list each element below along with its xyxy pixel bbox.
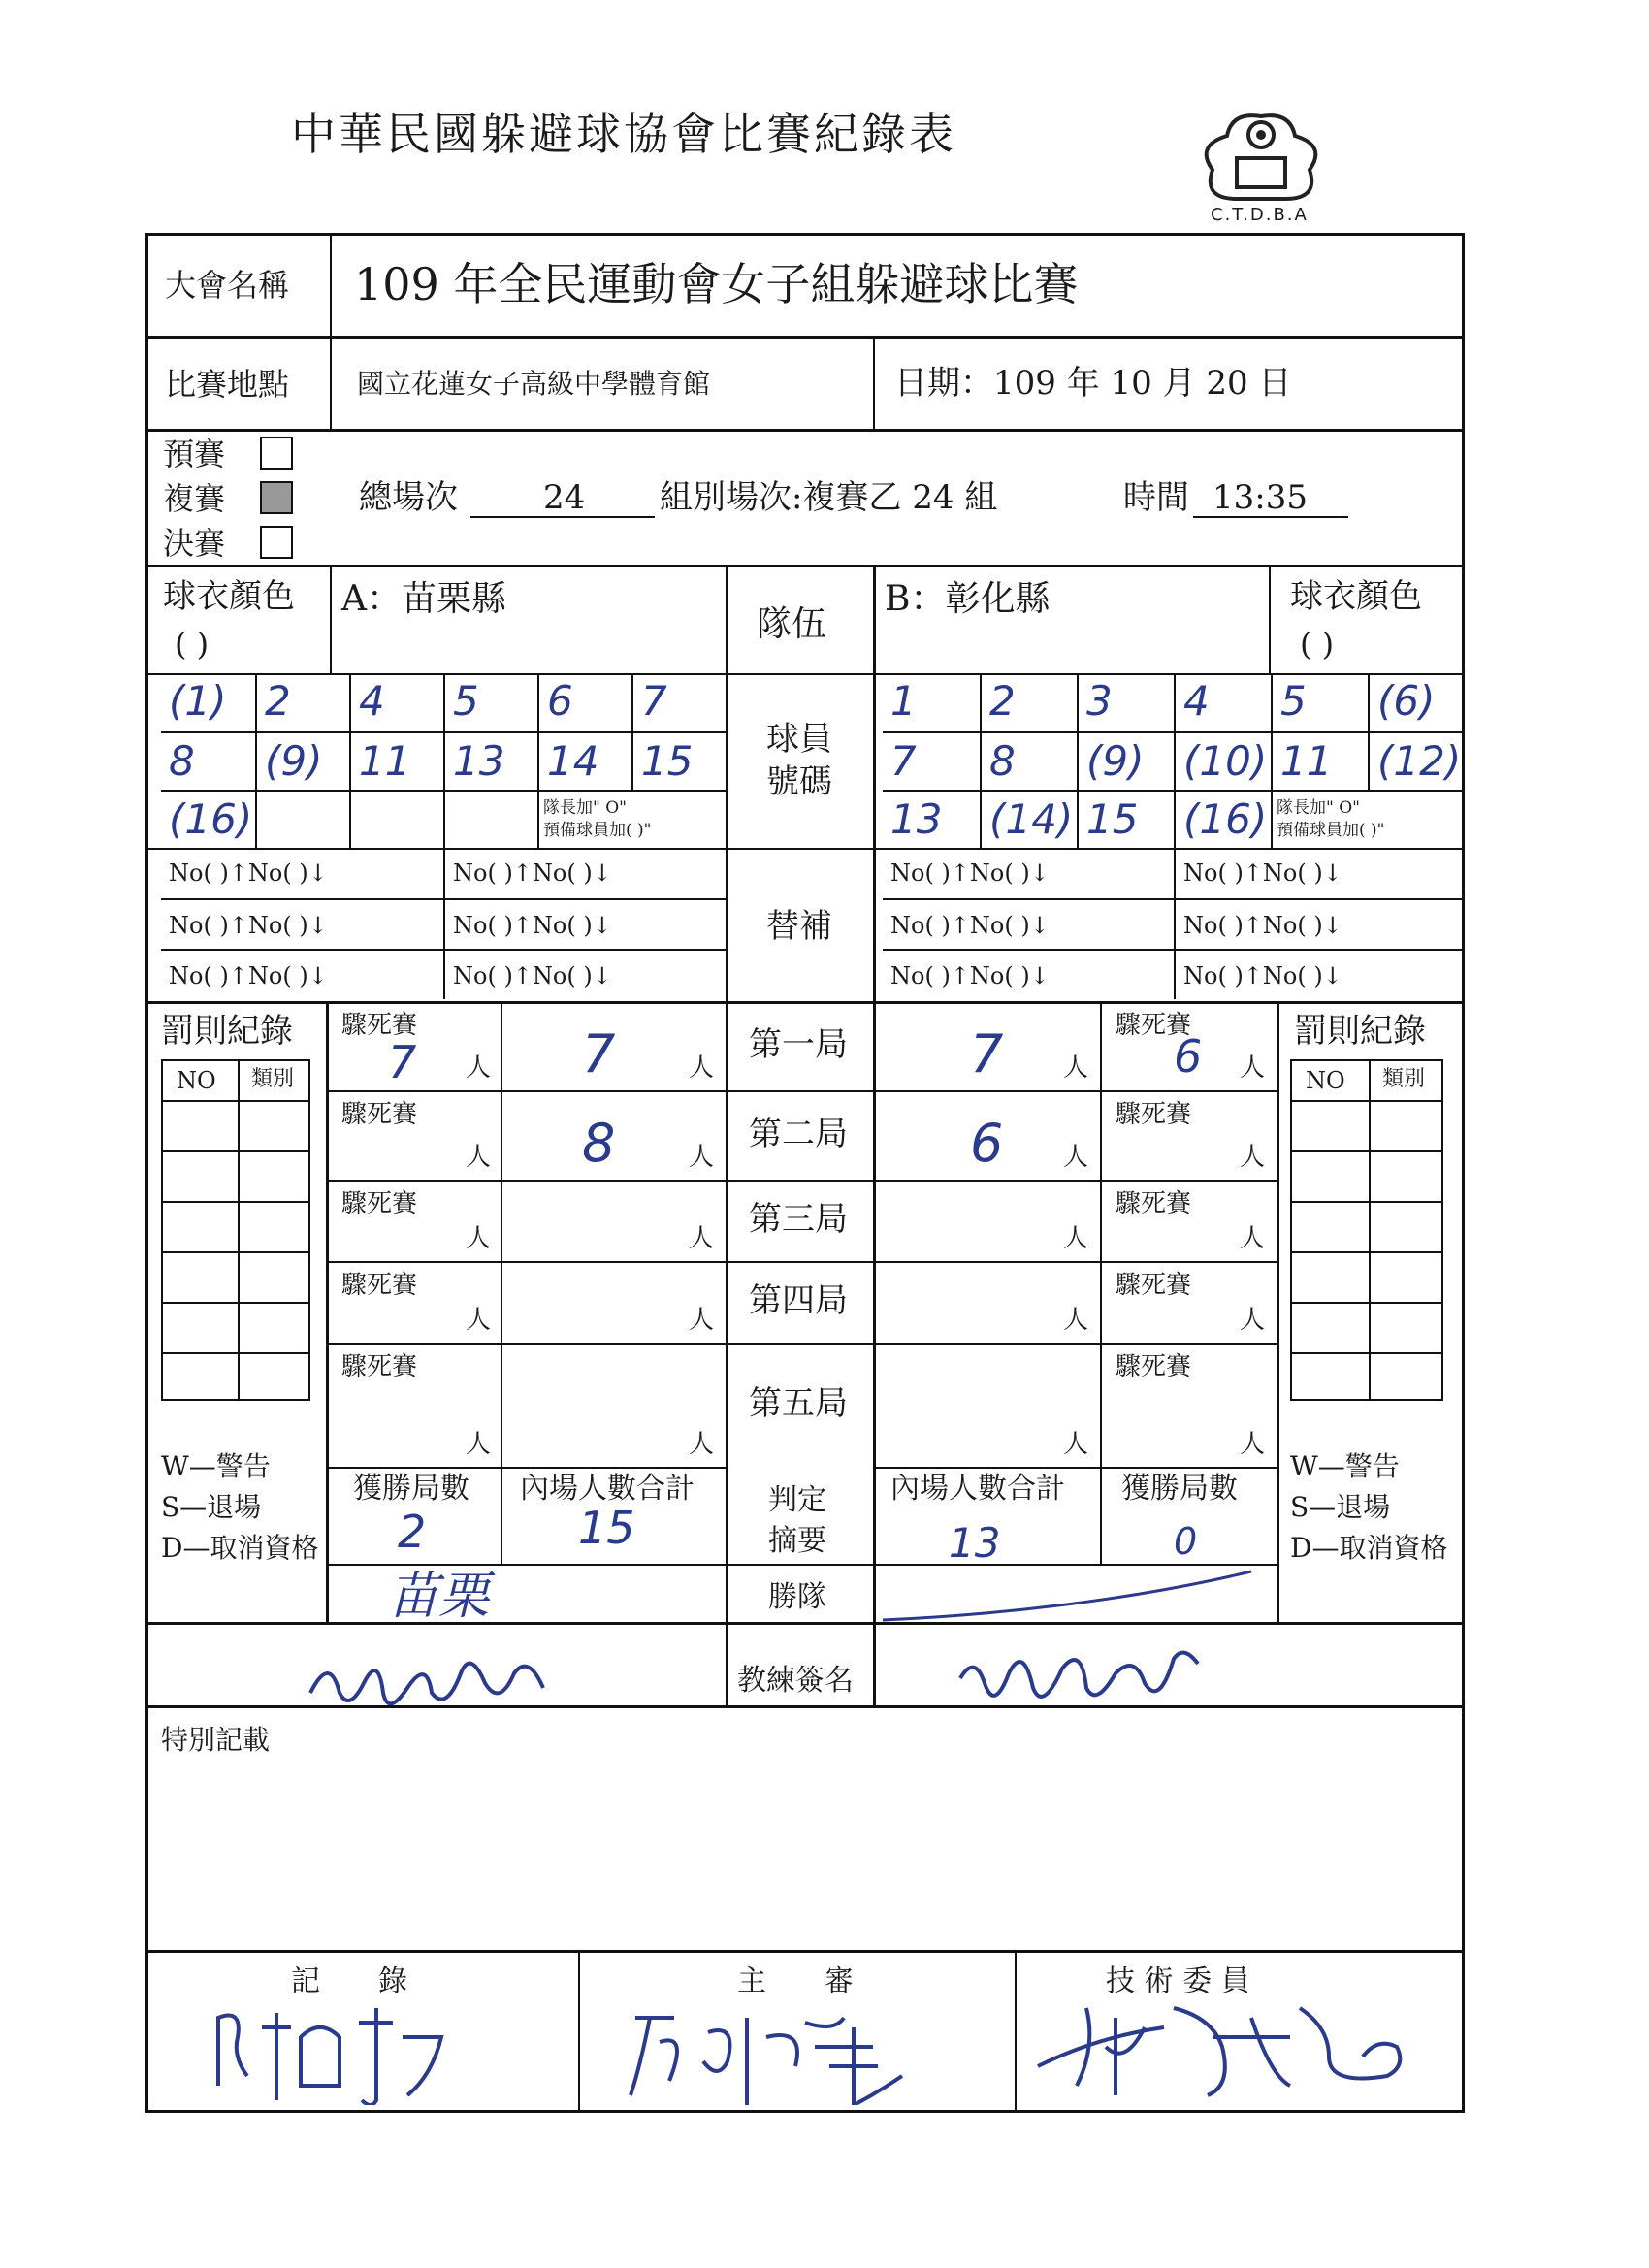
person-unit: 人 <box>689 1430 715 1459</box>
penalty-row-line <box>163 1201 308 1203</box>
player-cell <box>883 731 980 790</box>
person-unit: 人 <box>1063 1143 1089 1172</box>
substitution-cell <box>161 848 443 898</box>
player-number: 7 <box>641 677 667 725</box>
stage-final: 決賽 <box>163 525 226 562</box>
person-unit: 人 <box>466 1053 492 1083</box>
player-cell <box>1271 673 1368 731</box>
penalty-row-line <box>1292 1251 1441 1253</box>
substitution-cell <box>1174 898 1465 949</box>
penalty-legend-item: S—退場 <box>161 1491 262 1523</box>
committee-label: 技 術 委 員 <box>1106 1964 1250 1998</box>
player-number: 15 <box>1086 795 1139 843</box>
player-cell <box>255 673 349 731</box>
substitution-entry: No( )↑No( )↓ <box>169 962 328 989</box>
special-notes-label: 特別記載 <box>161 1724 271 1756</box>
player-cell <box>443 673 537 731</box>
team-a-penalty-table <box>161 1059 310 1401</box>
sudden-death-label: 驟死賽 <box>1116 1011 1192 1040</box>
person-unit: 人 <box>1240 1430 1266 1459</box>
team-a-inner-count: 7 <box>582 1023 616 1085</box>
form-title: 中華民國躲避球協會比賽紀錄表 <box>291 108 956 160</box>
substitution-entry: No( )↑No( )↓ <box>890 962 1050 989</box>
player-cell <box>161 731 255 790</box>
substitution-entry: No( )↑No( )↓ <box>169 912 328 939</box>
penalty-row-line <box>1292 1352 1441 1354</box>
player-number: (12) <box>1377 737 1462 785</box>
player-number: 11 <box>1280 737 1333 785</box>
player-cell <box>883 790 980 848</box>
player-cell <box>1174 790 1271 848</box>
winner-label: 勝隊 <box>768 1580 826 1614</box>
team-b-won-sets: 0 <box>1174 1520 1198 1563</box>
player-cell <box>1077 673 1174 731</box>
sudden-death-label: 驟死賽 <box>1116 1189 1192 1218</box>
player-cell <box>537 731 631 790</box>
set-row-divider <box>326 1090 1277 1092</box>
player-number-label: 球員 號碼 <box>766 720 832 802</box>
player-cell <box>443 731 537 790</box>
substitution-cell <box>443 848 726 898</box>
team-a-won-sets: 2 <box>398 1506 427 1558</box>
player-number: 8 <box>169 737 195 785</box>
penalty-row-line <box>163 1100 308 1102</box>
set-label: 第四局 <box>749 1281 848 1320</box>
player-cell <box>161 673 255 731</box>
substitution-cell <box>161 898 443 949</box>
player-number: 1 <box>890 677 917 725</box>
penalty-row-line <box>163 1352 308 1354</box>
set-label: 第五局 <box>749 1384 848 1423</box>
player-cell <box>631 731 726 790</box>
player-number: 6 <box>547 677 573 725</box>
sudden-death-label: 驟死賽 <box>1116 1100 1192 1129</box>
captain-reserve-note <box>1277 797 1461 842</box>
total-match-label: 總場次 <box>359 478 458 517</box>
player-cell <box>631 673 726 731</box>
substitution-entry: No( )↑No( )↓ <box>453 912 612 939</box>
player-cell <box>1174 673 1271 731</box>
team-a-jersey-label: 球衣顏色 <box>163 577 295 616</box>
player-number: 13 <box>890 795 943 843</box>
event-label: 大會名稱 <box>165 267 290 304</box>
captain-reserve-note <box>543 797 722 842</box>
penalty-divider <box>1369 1061 1371 1399</box>
penalty-divider <box>238 1061 240 1399</box>
penalty-type-header: 類別 <box>1382 1067 1426 1091</box>
penalty-row-line <box>1292 1302 1441 1304</box>
substitution-entry: No( )↑No( )↓ <box>169 859 328 887</box>
penalty-no-header: NO <box>177 1067 216 1094</box>
penalty-legend-item: D—取消資格 <box>1290 1532 1448 1564</box>
player-cell <box>1368 673 1465 731</box>
stage-prelim: 預賽 <box>163 436 226 472</box>
team-b-sudden-death-count: 6 <box>1174 1030 1203 1083</box>
set-row-divider <box>326 1180 1277 1182</box>
substitution-entry: No( )↑No( )↓ <box>890 859 1050 887</box>
person-unit: 人 <box>466 1306 492 1335</box>
person-unit: 人 <box>689 1143 715 1172</box>
venue-label: 比賽地點 <box>165 366 290 403</box>
player-cell <box>537 673 631 731</box>
player-number: 11 <box>359 737 411 785</box>
judge-summary-label: 判定 摘要 <box>768 1483 826 1558</box>
team-a-inner-count: 8 <box>582 1113 616 1174</box>
penalty-row-line <box>1292 1150 1441 1152</box>
event-name: 109 年全民運動會女子組躲避球比賽 <box>354 258 1079 310</box>
team-b-inner-count: 7 <box>970 1023 1004 1085</box>
winner-strike-line <box>878 1562 1266 1630</box>
reserve-note: 預備球員加( )" <box>1277 820 1385 840</box>
person-unit: 人 <box>1240 1224 1266 1253</box>
team-b-inner-total: 13 <box>949 1519 1001 1567</box>
player-cell <box>1077 731 1174 790</box>
substitution-entry: No( )↑No( )↓ <box>1183 912 1342 939</box>
player-cell <box>980 673 1077 731</box>
player-number: 5 <box>1280 677 1307 725</box>
time-label: 時間 <box>1123 478 1189 517</box>
player-cell <box>443 790 537 848</box>
substitution-cell <box>883 898 1174 949</box>
stage-semi: 複賽 <box>163 480 226 517</box>
sudden-death-label: 驟死賽 <box>1116 1271 1192 1300</box>
stage-prelim-checkbox[interactable] <box>260 437 293 470</box>
person-unit: 人 <box>1063 1430 1089 1459</box>
set-label: 第二局 <box>749 1115 848 1153</box>
substitution-cell <box>161 949 443 999</box>
player-number: (9) <box>265 737 323 785</box>
penalty-row-line <box>163 1150 308 1152</box>
team-b-substitutions <box>883 848 1465 1001</box>
person-unit: 人 <box>1240 1143 1266 1172</box>
person-unit: 人 <box>1240 1053 1266 1083</box>
sudden-death-label: 驟死賽 <box>1116 1352 1192 1381</box>
player-number: (16) <box>169 795 253 843</box>
team-b-player-grid <box>883 673 1465 848</box>
substitution-entry: No( )↑No( )↓ <box>1183 859 1342 887</box>
player-cell <box>349 673 443 731</box>
player-cell <box>883 673 980 731</box>
coach-signature-label: 教練簽名 <box>737 1664 854 1698</box>
total-match-value: 24 <box>543 478 586 517</box>
recorder-label: 記 錄 <box>291 1964 407 1998</box>
time-value: 13:35 <box>1212 478 1308 517</box>
player-cell <box>980 731 1077 790</box>
team-b-name: B：彰化縣 <box>885 579 1051 619</box>
player-number: 15 <box>641 737 694 785</box>
player-number: (10) <box>1183 737 1268 785</box>
player-number: 2 <box>989 677 1016 725</box>
person-unit: 人 <box>1063 1224 1089 1253</box>
player-cell <box>980 790 1077 848</box>
sudden-death-label: 驟死賽 <box>341 1189 418 1218</box>
player-cell <box>1174 731 1271 790</box>
team-a-sudden-death-count: 7 <box>388 1036 417 1088</box>
player-number: 8 <box>989 737 1016 785</box>
player-number: 3 <box>1086 677 1113 725</box>
logo-text: C.T.D.B.A <box>1211 205 1309 225</box>
player-number: 5 <box>453 677 479 725</box>
substitution-cell <box>883 949 1174 999</box>
player-number: 7 <box>890 737 917 785</box>
player-cell <box>1368 731 1465 790</box>
substitution-label: 替補 <box>766 907 832 946</box>
set-label: 第一局 <box>749 1025 848 1064</box>
team-a-name: A：苗栗縣 <box>341 579 506 619</box>
penalty-legend-item: D—取消資格 <box>161 1532 319 1564</box>
player-number: (14) <box>989 795 1074 843</box>
penalty-row-line <box>1292 1100 1441 1102</box>
sudden-death-label: 驟死賽 <box>341 1271 418 1300</box>
team-a-player-grid <box>161 673 726 848</box>
penalty-no-header: NO <box>1306 1067 1345 1094</box>
team-a-substitutions <box>161 848 726 1001</box>
substitution-cell <box>1174 949 1465 999</box>
substitution-cell <box>443 949 726 999</box>
person-unit: 人 <box>466 1143 492 1172</box>
player-number: (9) <box>1086 737 1145 785</box>
team-b-penalty-table <box>1290 1059 1443 1401</box>
player-number: 14 <box>547 737 599 785</box>
team-a-won-sets-label: 獲勝局數 <box>353 1472 469 1506</box>
team-a-penalty-label: 罰則紀錄 <box>161 1012 293 1051</box>
reserve-note: 預備球員加( )" <box>543 820 652 840</box>
person-unit: 人 <box>1240 1306 1266 1335</box>
stage-semi-checkbox[interactable] <box>260 481 293 514</box>
group-match: 組別場次:複賽乙 24 組 <box>660 478 998 517</box>
captain-note: 隊長加" O" <box>543 798 627 818</box>
team-b-inner-total-label: 內場人數合計 <box>890 1472 1065 1506</box>
substitution-cell <box>443 898 726 949</box>
set-row-divider <box>326 1261 1277 1263</box>
sudden-death-label: 驟死賽 <box>341 1100 418 1129</box>
penalty-row-line <box>163 1302 308 1304</box>
team-b-won-sets-label: 獲勝局數 <box>1121 1472 1238 1506</box>
substitution-entry: No( )↑No( )↓ <box>453 859 612 887</box>
special-notes-area[interactable] <box>149 1761 1461 1945</box>
substitution-entry: No( )↑No( )↓ <box>890 912 1050 939</box>
player-number: (1) <box>169 677 227 725</box>
person-unit: 人 <box>689 1053 715 1083</box>
player-number: 13 <box>453 737 505 785</box>
sudden-death-label: 驟死賽 <box>341 1011 418 1040</box>
player-number: (16) <box>1183 795 1268 843</box>
match-date: 日期：109 年 10 月 20 日 <box>894 364 1292 403</box>
venue-name: 國立花蓮女子高級中學體育館 <box>357 368 711 400</box>
plum-blossom-emblem-icon <box>1183 112 1339 204</box>
player-cell <box>161 790 255 848</box>
winner-value: 苗栗 <box>388 1568 490 1626</box>
sudden-death-label: 驟死賽 <box>341 1352 418 1381</box>
set-label: 第三局 <box>749 1200 848 1239</box>
substitution-cell <box>1174 848 1465 898</box>
team-a-inner-total: 15 <box>578 1502 635 1554</box>
captain-note: 隊長加" O" <box>1277 798 1360 818</box>
team-b-inner-count: 6 <box>970 1113 1004 1174</box>
substitution-entry: No( )↑No( )↓ <box>453 962 612 989</box>
team-b-penalty-label: 罰則紀錄 <box>1294 1012 1426 1051</box>
referee-label: 主 審 <box>737 1964 854 1998</box>
player-cell <box>1271 731 1368 790</box>
penalty-legend-item: W—警告 <box>1290 1450 1400 1482</box>
substitution-cell <box>883 848 1174 898</box>
recorder-signature <box>204 1998 495 2105</box>
team-a-inner-total-label: 內場人數合計 <box>520 1472 695 1506</box>
player-cell <box>1077 790 1174 848</box>
penalty-type-header: 類別 <box>251 1067 295 1091</box>
penalty-row-line <box>1292 1201 1441 1203</box>
player-number: 4 <box>1183 677 1210 725</box>
stage-final-checkbox[interactable] <box>260 526 293 559</box>
player-number: (6) <box>1377 677 1436 725</box>
player-number: 2 <box>265 677 291 725</box>
person-unit: 人 <box>1063 1053 1089 1083</box>
person-unit: 人 <box>466 1430 492 1459</box>
penalty-legend-item: S—退場 <box>1290 1491 1391 1523</box>
player-cell <box>349 731 443 790</box>
team-label: 隊伍 <box>757 604 827 644</box>
person-unit: 人 <box>1063 1306 1089 1335</box>
person-unit: 人 <box>689 1224 715 1253</box>
player-cell <box>349 790 443 848</box>
association-logo <box>1183 112 1339 228</box>
team-b-jersey-label: 球衣顏色 <box>1290 577 1422 616</box>
player-number: 4 <box>359 677 385 725</box>
committee-signature <box>1028 1989 1436 2105</box>
referee-signature <box>621 1998 941 2105</box>
player-cell <box>255 790 349 848</box>
team-b-jersey-value: ( ) <box>1300 626 1335 663</box>
penalty-row-line <box>163 1251 308 1253</box>
team-a-jersey-value: ( ) <box>175 626 210 663</box>
penalty-legend-item: W—警告 <box>161 1450 271 1482</box>
person-unit: 人 <box>466 1224 492 1253</box>
substitution-entry: No( )↑No( )↓ <box>1183 962 1342 989</box>
person-unit: 人 <box>689 1306 715 1335</box>
player-cell <box>255 731 349 790</box>
set-row-divider <box>326 1343 1277 1345</box>
